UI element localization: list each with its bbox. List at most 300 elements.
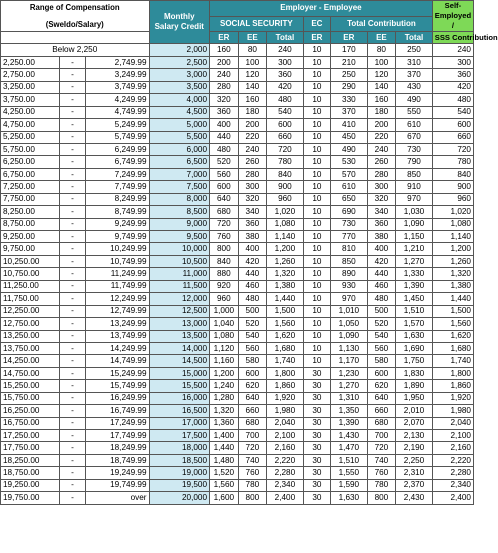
tc-er-cell: 610 xyxy=(331,181,368,193)
msc-cell: 17,500 xyxy=(149,430,210,442)
se-contribution-cell: 1,140 xyxy=(432,231,473,243)
table-row xyxy=(1,56,474,68)
tc-ee-cell: 140 xyxy=(367,81,396,93)
table-row xyxy=(1,218,474,230)
ss-total-cell: 1,800 xyxy=(267,367,304,379)
table-row xyxy=(1,430,474,442)
social-security-header: SOCIAL SECURITY xyxy=(210,16,304,32)
ss-total-cell: 1,500 xyxy=(267,305,304,317)
range-high-cell: 6,249.99 xyxy=(85,143,149,155)
tc-total-cell: 1,950 xyxy=(396,392,433,404)
ss-total-cell: 1,860 xyxy=(267,380,304,392)
ss-total-cell: 660 xyxy=(267,131,304,143)
ss-total-cell: 2,100 xyxy=(267,430,304,442)
msc-cell: 11,000 xyxy=(149,268,210,280)
msc-cell: 14,500 xyxy=(149,355,210,367)
range-high-cell: 2,749.99 xyxy=(85,56,149,68)
ss-ee-cell: 740 xyxy=(238,454,267,466)
range-low-cell: 10,250.00 xyxy=(1,255,60,267)
range-low-cell: 2,250.00 xyxy=(1,56,60,68)
ec-er-cell: 10 xyxy=(303,330,330,342)
tc-total-cell: 1,510 xyxy=(396,305,433,317)
range-high-cell: 16,249.99 xyxy=(85,392,149,404)
ss-er-cell: 200 xyxy=(210,56,239,68)
tc-er-cell: 650 xyxy=(331,193,368,205)
table-row xyxy=(1,293,474,305)
se-contribution-cell: 1,680 xyxy=(432,342,473,354)
ss-er-cell: 240 xyxy=(210,69,239,81)
tc-er-cell: 930 xyxy=(331,280,368,292)
ss-total-cell: 2,160 xyxy=(267,442,304,454)
tc-er-cell: 450 xyxy=(331,131,368,143)
ss-ee-cell: 260 xyxy=(238,156,267,168)
self-employed-header: Self-Employed / xyxy=(432,1,473,32)
tc-er-cell: 250 xyxy=(331,69,368,81)
table-row xyxy=(1,467,474,479)
ss-er-cell: 920 xyxy=(210,280,239,292)
range-high-cell: 14,249.99 xyxy=(85,342,149,354)
range-dash-cell: - xyxy=(60,119,85,131)
table-row xyxy=(1,243,474,255)
msc-cell: 15,500 xyxy=(149,380,210,392)
range-low-cell: 13,750.00 xyxy=(1,342,60,354)
tc-er-cell: 1,170 xyxy=(331,355,368,367)
range-high-cell: 15,749.99 xyxy=(85,380,149,392)
ss-er-cell: 320 xyxy=(210,94,239,106)
se-contribution-cell: 1,020 xyxy=(432,206,473,218)
ec-er-cell: 10 xyxy=(303,168,330,180)
tc-ee-cell: 520 xyxy=(367,318,396,330)
ss-total-cell: 1,320 xyxy=(267,268,304,280)
tc-ee-cell: 560 xyxy=(367,342,396,354)
range-dash-cell: - xyxy=(60,293,85,305)
ss-er-cell: 520 xyxy=(210,156,239,168)
ss-total-cell: 1,980 xyxy=(267,405,304,417)
tc-er-cell: 370 xyxy=(331,106,368,118)
ss-ee-cell: 440 xyxy=(238,268,267,280)
range-high-cell: 18,749.99 xyxy=(85,454,149,466)
ss-er-cell: 1,560 xyxy=(210,479,239,491)
ss-er-cell: 1,040 xyxy=(210,318,239,330)
ss-ee-cell: 460 xyxy=(238,280,267,292)
range-dash-cell: - xyxy=(60,442,85,454)
ss-ee-cell: 300 xyxy=(238,181,267,193)
tc-er-cell: 330 xyxy=(331,94,368,106)
se-contribution-cell: 1,740 xyxy=(432,355,473,367)
tc-total-cell: 1,890 xyxy=(396,380,433,392)
range-dash-cell: - xyxy=(60,218,85,230)
ec-er-cell: 10 xyxy=(303,181,330,193)
tc-ee-cell: 700 xyxy=(367,430,396,442)
range-low-cell: 16,250.00 xyxy=(1,405,60,417)
ss-ee-cell: 540 xyxy=(238,330,267,342)
ss-total-cell: 1,260 xyxy=(267,255,304,267)
range-dash-cell: - xyxy=(60,94,85,106)
range-low-cell: 9,750.00 xyxy=(1,243,60,255)
ec-er-cell: 10 xyxy=(303,218,330,230)
ec-er-cell: 10 xyxy=(303,156,330,168)
tc-total-cell: 2,430 xyxy=(396,492,433,504)
range-cell: Below 2,250 xyxy=(1,44,150,56)
range-high-cell: 7,249.99 xyxy=(85,168,149,180)
tc-total-cell: 730 xyxy=(396,143,433,155)
range-dash-cell: - xyxy=(60,405,85,417)
employer-employee-header: Employer - Employee xyxy=(210,1,433,17)
range-low-cell: 6,250.00 xyxy=(1,156,60,168)
range-dash-cell: - xyxy=(60,355,85,367)
se-contribution-cell: 1,920 xyxy=(432,392,473,404)
msc-cell: 3,000 xyxy=(149,69,210,81)
range-title: Range of Compensation xyxy=(29,3,120,12)
range-dash-cell: - xyxy=(60,305,85,317)
range-dash-cell: - xyxy=(60,342,85,354)
ec-er-cell: 10 xyxy=(303,193,330,205)
tc-ee-cell: 340 xyxy=(367,206,396,218)
se-contribution-cell: 420 xyxy=(432,81,473,93)
range-low-cell: 18,750.00 xyxy=(1,467,60,479)
ec-er-cell: 10 xyxy=(303,355,330,367)
range-dash-cell: - xyxy=(60,106,85,118)
se-contribution-cell: 1,500 xyxy=(432,305,473,317)
sss-contribution-header: SSS Contribution xyxy=(432,32,473,44)
tc-ee-cell: 600 xyxy=(367,367,396,379)
ss-total-cell: 1,020 xyxy=(267,206,304,218)
range-high-cell: 18,249.99 xyxy=(85,442,149,454)
range-high-cell: 19,749.99 xyxy=(85,479,149,491)
ec-er-cell: 10 xyxy=(303,231,330,243)
ec-er-cell: 10 xyxy=(303,342,330,354)
range-low-cell: 4,250.00 xyxy=(1,106,60,118)
range-dash-cell: - xyxy=(60,280,85,292)
tc-total-cell: 1,150 xyxy=(396,231,433,243)
ss-total-cell: 2,220 xyxy=(267,454,304,466)
tc-er-cell: 1,510 xyxy=(331,454,368,466)
se-contribution-cell: 2,040 xyxy=(432,417,473,429)
ss-er-cell: 1,440 xyxy=(210,442,239,454)
msc-cell: 2,500 xyxy=(149,56,210,68)
ss-er-cell: 1,520 xyxy=(210,467,239,479)
se-contribution-cell: 2,340 xyxy=(432,479,473,491)
ec-er-cell: 30 xyxy=(303,380,330,392)
ec-er-cell: 10 xyxy=(303,56,330,68)
table-row xyxy=(1,417,474,429)
range-dash-cell: - xyxy=(60,131,85,143)
tc-er-cell: 1,550 xyxy=(331,467,368,479)
tc-total-cell: 1,270 xyxy=(396,255,433,267)
ec-er-cell: 30 xyxy=(303,467,330,479)
se-contribution-cell: 2,160 xyxy=(432,442,473,454)
tc-er-cell: 1,050 xyxy=(331,318,368,330)
msc-cell: 12,000 xyxy=(149,293,210,305)
range-high-cell: 12,749.99 xyxy=(85,305,149,317)
tc-er-cell: 1,090 xyxy=(331,330,368,342)
ec-er-cell: 10 xyxy=(303,318,330,330)
tc-er-cell: 410 xyxy=(331,119,368,131)
ss-er-cell: 960 xyxy=(210,293,239,305)
ec-er-cell: 30 xyxy=(303,430,330,442)
ec-er-cell: 10 xyxy=(303,293,330,305)
range-high-cell: 7,749.99 xyxy=(85,181,149,193)
ss-er-cell: 1,000 xyxy=(210,305,239,317)
ec-er-cell: 10 xyxy=(303,206,330,218)
ss-total-cell: 2,280 xyxy=(267,467,304,479)
tc-er-cell: 1,130 xyxy=(331,342,368,354)
msc-cell: 6,000 xyxy=(149,143,210,155)
msc-cell: 9,000 xyxy=(149,218,210,230)
tc-ee-cell: 760 xyxy=(367,467,396,479)
range-dash-cell: - xyxy=(60,318,85,330)
tc-er-cell: 1,390 xyxy=(331,417,368,429)
ss-er-cell: 560 xyxy=(210,168,239,180)
se-contribution-cell: 1,980 xyxy=(432,405,473,417)
ss-ee-cell: 420 xyxy=(238,255,267,267)
tc-ee-cell: 240 xyxy=(367,143,396,155)
tc-ee-cell: 780 xyxy=(367,479,396,491)
table-row xyxy=(1,454,474,466)
tc-er-cell: 810 xyxy=(331,243,368,255)
range-dash-cell: - xyxy=(60,255,85,267)
range-high-cell: 5,249.99 xyxy=(85,119,149,131)
tc-total-cell: 490 xyxy=(396,94,433,106)
ss-er-cell: 1,160 xyxy=(210,355,239,367)
range-low-cell: 15,750.00 xyxy=(1,392,60,404)
msc-cell: 5,000 xyxy=(149,119,210,131)
tc-ee-cell: 720 xyxy=(367,442,396,454)
range-low-cell: 8,750.00 xyxy=(1,218,60,230)
tc-ee-cell: 300 xyxy=(367,181,396,193)
se-contribution-cell: 1,200 xyxy=(432,243,473,255)
range-low-cell: 8,250.00 xyxy=(1,206,60,218)
ss-er-cell: 680 xyxy=(210,206,239,218)
range-header xyxy=(1,1,150,32)
msc-cell: 9,500 xyxy=(149,231,210,243)
msc-cell: 12,500 xyxy=(149,305,210,317)
msc-cell: 8,500 xyxy=(149,206,210,218)
tc-total-cell: 2,250 xyxy=(396,454,433,466)
range-high-cell: 3,749.99 xyxy=(85,81,149,93)
se-contribution-cell: 1,080 xyxy=(432,218,473,230)
ss-ee-cell: 360 xyxy=(238,218,267,230)
tc-ee-cell: 400 xyxy=(367,243,396,255)
se-contribution-cell: 1,560 xyxy=(432,318,473,330)
range-high-cell: 17,249.99 xyxy=(85,417,149,429)
ec-er-cell: 30 xyxy=(303,405,330,417)
table-row xyxy=(1,318,474,330)
se-contribution-cell: 300 xyxy=(432,56,473,68)
tc-ee-cell: 200 xyxy=(367,119,396,131)
ec-er-cell: 10 xyxy=(303,243,330,255)
range-high-cell: 13,749.99 xyxy=(85,330,149,342)
ss-ee-cell: 760 xyxy=(238,467,267,479)
ss-ee-cell: 280 xyxy=(238,168,267,180)
ec-er-cell: 10 xyxy=(303,119,330,131)
tc-total-cell: 1,630 xyxy=(396,330,433,342)
se-contribution-cell: 1,440 xyxy=(432,293,473,305)
table-row xyxy=(1,168,474,180)
table-row xyxy=(1,193,474,205)
range-subtitle: (Sweldo/Salary) xyxy=(45,20,104,29)
tc-ee-cell: 80 xyxy=(367,44,396,56)
ss-ee-cell: 120 xyxy=(238,69,267,81)
range-low-cell: 2,750.00 xyxy=(1,69,60,81)
tc-er-cell: 890 xyxy=(331,268,368,280)
msc-cell: 11,500 xyxy=(149,280,210,292)
range-high-cell: 8,249.99 xyxy=(85,193,149,205)
tc-er-cell: 1,630 xyxy=(331,492,368,504)
tc-er-cell: 490 xyxy=(331,143,368,155)
ss-total-cell: 1,080 xyxy=(267,218,304,230)
ec-er-cell: 10 xyxy=(303,44,330,56)
ss-er-cell: 880 xyxy=(210,268,239,280)
range-low-cell: 4,750.00 xyxy=(1,119,60,131)
table-row xyxy=(1,405,474,417)
range-low-cell: 16,750.00 xyxy=(1,417,60,429)
range-low-cell: 10,750.00 xyxy=(1,268,60,280)
se-contribution-cell: 2,220 xyxy=(432,454,473,466)
ec-er-cell: 30 xyxy=(303,479,330,491)
msc-cell: 17,000 xyxy=(149,417,210,429)
table-row xyxy=(1,380,474,392)
range-low-cell: 18,250.00 xyxy=(1,454,60,466)
range-low-cell: 9,250.00 xyxy=(1,231,60,243)
ss-er-cell: 840 xyxy=(210,255,239,267)
ss-ee-cell: 140 xyxy=(238,81,267,93)
ec-er-cell: 10 xyxy=(303,131,330,143)
ec-er-header: ER xyxy=(303,32,330,44)
ss-ee-cell: 480 xyxy=(238,293,267,305)
msc-cell: 19,000 xyxy=(149,467,210,479)
range-high-cell: 5,749.99 xyxy=(85,131,149,143)
range-high-cell: 17,749.99 xyxy=(85,430,149,442)
table-row xyxy=(1,81,474,93)
table-row xyxy=(1,106,474,118)
range-high-cell: 15,249.99 xyxy=(85,367,149,379)
ss-ee-cell: 160 xyxy=(238,94,267,106)
ss-ee-cell: 200 xyxy=(238,119,267,131)
tc-total-cell: 1,210 xyxy=(396,243,433,255)
range-low-cell: 19,750.00 xyxy=(1,492,60,504)
table-row xyxy=(1,69,474,81)
tc-ee-cell: 800 xyxy=(367,492,396,504)
ec-er-cell: 30 xyxy=(303,442,330,454)
ss-er-cell: 720 xyxy=(210,218,239,230)
ss-total-cell: 2,340 xyxy=(267,479,304,491)
range-dash-cell: - xyxy=(60,181,85,193)
range-dash-cell: - xyxy=(60,492,85,504)
ec-er-cell: 30 xyxy=(303,454,330,466)
range-low-cell: 14,250.00 xyxy=(1,355,60,367)
ss-ee-cell: 640 xyxy=(238,392,267,404)
tc-ee-cell: 580 xyxy=(367,355,396,367)
ss-ee-cell: 180 xyxy=(238,106,267,118)
ss-er-cell: 800 xyxy=(210,243,239,255)
msc-cell: 13,500 xyxy=(149,330,210,342)
tc-er-cell: 170 xyxy=(331,44,368,56)
range-dash-cell: - xyxy=(60,193,85,205)
tc-total-header: Total xyxy=(396,32,433,44)
se-contribution-cell: 1,620 xyxy=(432,330,473,342)
tc-ee-cell: 620 xyxy=(367,380,396,392)
ss-er-cell: 1,360 xyxy=(210,417,239,429)
se-contribution-cell: 1,860 xyxy=(432,380,473,392)
msc-cell: 5,500 xyxy=(149,131,210,143)
se-contribution-cell: 1,260 xyxy=(432,255,473,267)
tc-total-cell: 1,030 xyxy=(396,206,433,218)
tc-ee-cell: 120 xyxy=(367,69,396,81)
tc-ee-cell: 380 xyxy=(367,231,396,243)
ss-total-cell: 720 xyxy=(267,143,304,155)
tc-er-cell: 1,350 xyxy=(331,405,368,417)
msc-cell: 2,000 xyxy=(149,44,210,56)
range-high-cell: 16,749.99 xyxy=(85,405,149,417)
total-contribution-header: Total Contribution xyxy=(331,16,433,32)
ss-total-cell: 1,200 xyxy=(267,243,304,255)
tc-ee-cell: 320 xyxy=(367,193,396,205)
range-dash-cell: - xyxy=(60,168,85,180)
range-header-blank xyxy=(1,32,150,44)
ss-ee-cell: 340 xyxy=(238,206,267,218)
range-high-cell: 9,749.99 xyxy=(85,231,149,243)
se-contribution-cell: 360 xyxy=(432,69,473,81)
table-row xyxy=(1,119,474,131)
ec-header: EC xyxy=(303,16,330,32)
tc-total-cell: 310 xyxy=(396,56,433,68)
table-header xyxy=(1,1,498,44)
range-high-cell: 11,249.99 xyxy=(85,268,149,280)
ss-total-cell: 1,920 xyxy=(267,392,304,404)
ss-ee-cell: 100 xyxy=(238,56,267,68)
tc-total-cell: 2,310 xyxy=(396,467,433,479)
table-row xyxy=(1,231,474,243)
ss-ee-cell: 380 xyxy=(238,231,267,243)
table-row xyxy=(1,255,474,267)
tc-total-cell: 370 xyxy=(396,69,433,81)
tc-total-cell: 610 xyxy=(396,119,433,131)
range-high-cell: 11,749.99 xyxy=(85,280,149,292)
table-row xyxy=(1,44,474,56)
se-contribution-cell: 840 xyxy=(432,168,473,180)
ec-er-cell: 10 xyxy=(303,280,330,292)
ec-er-cell: 10 xyxy=(303,106,330,118)
range-low-cell: 3,750.00 xyxy=(1,94,60,106)
range-dash-cell: - xyxy=(60,231,85,243)
tc-total-cell: 910 xyxy=(396,181,433,193)
ss-ee-cell: 240 xyxy=(238,143,267,155)
tc-ee-cell: 260 xyxy=(367,156,396,168)
range-dash-cell: - xyxy=(60,392,85,404)
table-row xyxy=(1,367,474,379)
range-dash-cell: - xyxy=(60,330,85,342)
tc-er-cell: 1,470 xyxy=(331,442,368,454)
range-high-cell: 13,249.99 xyxy=(85,318,149,330)
tc-total-cell: 430 xyxy=(396,81,433,93)
se-contribution-cell: 720 xyxy=(432,143,473,155)
range-high-cell: 19,249.99 xyxy=(85,467,149,479)
range-low-cell: 7,750.00 xyxy=(1,193,60,205)
se-contribution-cell: 780 xyxy=(432,156,473,168)
table-row xyxy=(1,280,474,292)
range-high-cell: 3,249.99 xyxy=(85,69,149,81)
se-contribution-cell: 540 xyxy=(432,106,473,118)
ss-ee-cell: 700 xyxy=(238,430,267,442)
range-dash-cell: - xyxy=(60,69,85,81)
table-row xyxy=(1,156,474,168)
ec-er-cell: 10 xyxy=(303,143,330,155)
ec-er-cell: 10 xyxy=(303,69,330,81)
tc-er-cell: 970 xyxy=(331,293,368,305)
tc-ee-cell: 180 xyxy=(367,106,396,118)
range-high-cell: 9,249.99 xyxy=(85,218,149,230)
